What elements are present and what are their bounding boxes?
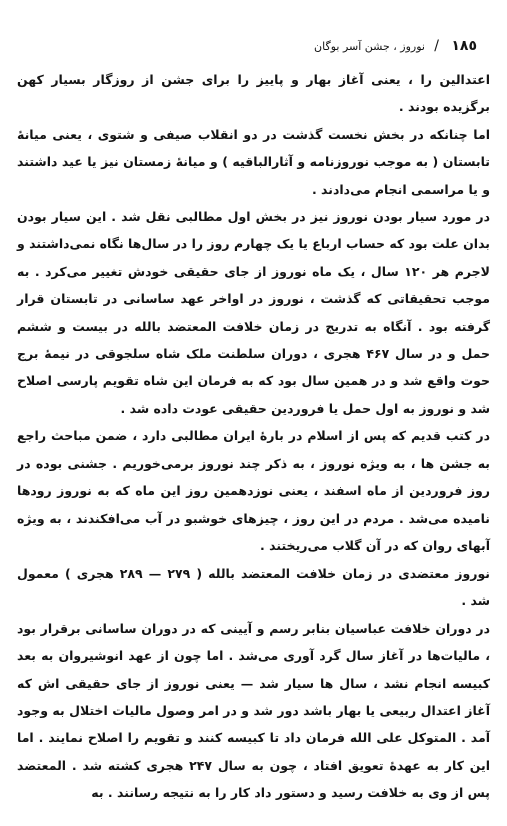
paragraph: اما چنانکه در بخش نخست گذشت در دو انقلاب صیفی و شتوی ، یعنی میانهٔ تابستان ( به موجب نوروزنامه و آثارالباقیه ) و میانهٔ زمستان نیز یا عید داشتند و یا مراسمی انجام می‌دادند .	[17, 126, 490, 197]
paragraph: اعتدالین را ، یعنی آغاز بهار و پاییز را برای جشن از روزگار بسیار کهن برگزیده بودند .	[17, 72, 490, 115]
page-header	[0, 38, 507, 58]
header-separator: /	[434, 38, 439, 54]
page-number: ١٨٥	[451, 38, 477, 54]
paragraph: در مورد سیار بودن نوروز نیز در بخش اول مطالبی نقل شد . این سیار بودن بدان علت بود که حساب ارباع یا یک چهارم روز را در سال‌ها نگاه نمی‌داشتند و لاجرم هر ۱۲۰ سال ، یک ماه نوروز از جای حقیقی خودش تغییر می‌کرد . به موجب تحقیقاتی که گذشت ، نوروز در اواخر عهد ساسانی در تابستان قرار گرفته بود . آنگاه به تدریج در زمان خلافت المعتضد بالله در بیست و ششم حمل و در سال ۴۶۷ هجری ، دوران سلطنت ملک شاه سلجوقی در نیمهٔ برج حوت واقع شد و در همین سال بود که به فرمان این شاه تقویم پارسی اصلاح شد و نوروز به اول حمل یا فروردین حقیقی عودت داده شد .	[17, 209, 490, 416]
paragraph: در دوران خلافت عباسیان بنابر رسم و آیینی که در دوران ساسانی برقرار بود ، مالیات‌ها در آغاز سال گرد آوری می‌شد . اما چون از عهد انوشیروان به بعد کبیسه انجام نشد ، سال ها سیار شد — یعنی نوروز از جای حقیقی اش که آغاز اعتدال ربیعی یا بهار باشد دور شد و در امر وصول مالیات اختلال به وجود آمد . المتوکل علی الله فرمان داد تا کبیسه کنند و تقویم را اصلاح نمایند . اما این کار به عهدهٔ تعویق افتاد ، چون به سال ۲۴۷ هجری کشته شد . المعتضد پس از وی به خلافت رسید و دستور داد کار را به نتیجه رسانند . به	[17, 620, 491, 801]
paragraph: در کتب قدیم که پس از اسلام در بارهٔ ایران مطالبی دارد ، ضمن مباحث راجع به جشن ها ، به ویژه نوروز ، به ذکر چند نوروز برمی‌خوریم . جشنی بوده در روز فروردین از ماه اسفند ، یعنی نوزدهمین روز این ماه که به نوروز رودها نامیده می‌شد . مردم در این روز ، چیزهای خوشبو در آب می‌افکندند ، به ویژه آبهای روان که در آن گلاب می‌ریختند .	[17, 428, 490, 553]
text-block-bottom	[17, 560, 490, 807]
running-title: نوروز ، جشن آسر بوگان	[314, 40, 425, 53]
paragraph: نوروز معتضدی در زمان خلافت المعتضد بالله ( ۲۷۹ — ۲۸۹ هجری ) معمول شد .	[17, 566, 490, 609]
text-block-top	[17, 66, 490, 559]
